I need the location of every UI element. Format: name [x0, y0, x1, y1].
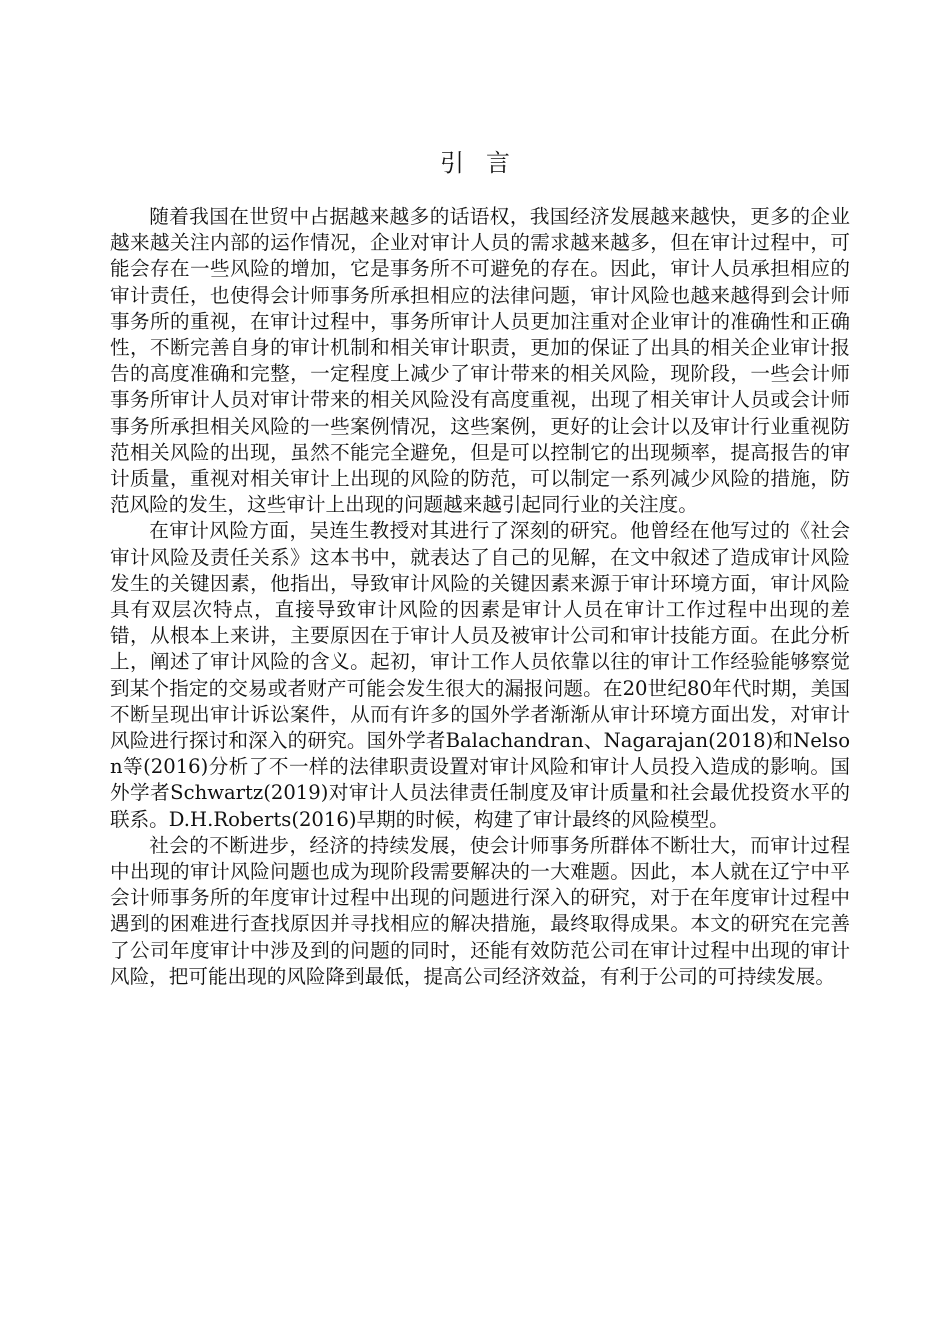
page-title: 引言: [440, 149, 532, 177]
paragraph-2: 在审计风险方面，吴连生教授对其进行了深刻的研究。他曾经在他写过的《社会审计风险及责任关系》这本书中，就表达了自己的见解，在文中叙述了造成审计风险发生的关键因素，他指出，导致审计风险的关键因素来源于审计环境方面，审计风险具有双层次特点，直接导致审计风险的因素是审计人员在审计工作过程中出现的差错，从根本上来讲，主要原因在于审计人员及被审计公司和审计技能方面。在此分析上，阐述了审计风险的含义。起初，审计工作人员依靠以往的审计工作经验能够察觉到某个指定的交易或者财产可能会发生很大的漏报问题。在20世纪80年代时期，美国不断呈现出审计诉讼案件，从而有许多的国外学者渐渐从审计环境方面出发，对审计风险进行探讨和深入的研究。国外学者Balachandran、Nagarajan(2018)和Nelson等(2016)分析了不一样的法律职责设置对审计风险和审计人员投入造成的影响。国外学者Schwartz(2019)对审计人员法律责任制度及审计质量和社会最优投资水平的联系。D.H.Roberts(2016)早期的时候，构建了审计最终的风险模型。: [110, 519, 850, 831]
paragraph-1: 随着我国在世贸中占据越来越多的话语权，我国经济发展越来越快，更多的企业越来越关注内部的运作情况，企业对审计人员的需求越来越多，但在审计过程中，可能会存在一些风险的增加，它是事务所不可避免的存在。因此，审计人员承担相应的审计责任，也使得会计师事务所承担相应的法律问题，审计风险也越来越得到会计师事务所的重视，在审计过程中，事务所审计人员更加注重对企业审计的准确性和正确性，不断完善自身的审计机制和相关审计职责，更加的保证了出具的相关企业审计报告的高度准确和完整，一定程度上减少了审计带来的相关风险，现阶段，一些会计师事务所审计人员对审计带来的相关风险没有高度重视，出现了相关审计人员或会计师事务所承担相关风险的一些案例情况，这些案例，更好的让会计以及审计行业重视防范相关风险的出现，虽然不能完全避免，但是可以控制它的出现频率，提高报告的审计质量，重视对相关审计上出现的风险的防范，可以制定一系列减少风险的措施，防范风险的发生，这些审计上出现的问题越来越引起同行业的关注度。: [110, 205, 850, 517]
paragraph-3: 社会的不断进步，经济的持续发展，使会计师事务所群体不断壮大，而审计过程中出现的审计风险问题也成为现阶段需要解决的一大难题。因此，本人就在辽宁中平会计师事务所的年度审计过程中出现的问题进行深入的研究，对于在年度审计过程中遇到的困难进行查找原因并寻找相应的解决措施，最终取得成果。本文的研究在完善了公司年度审计中涉及到的问题的同时，还能有效防范公司在审计过程中出现的审计风险，把可能出现的风险降到最低，提高公司经济效益，有利于公司的可持续发展。: [110, 833, 850, 988]
body-text: [110, 204, 850, 990]
